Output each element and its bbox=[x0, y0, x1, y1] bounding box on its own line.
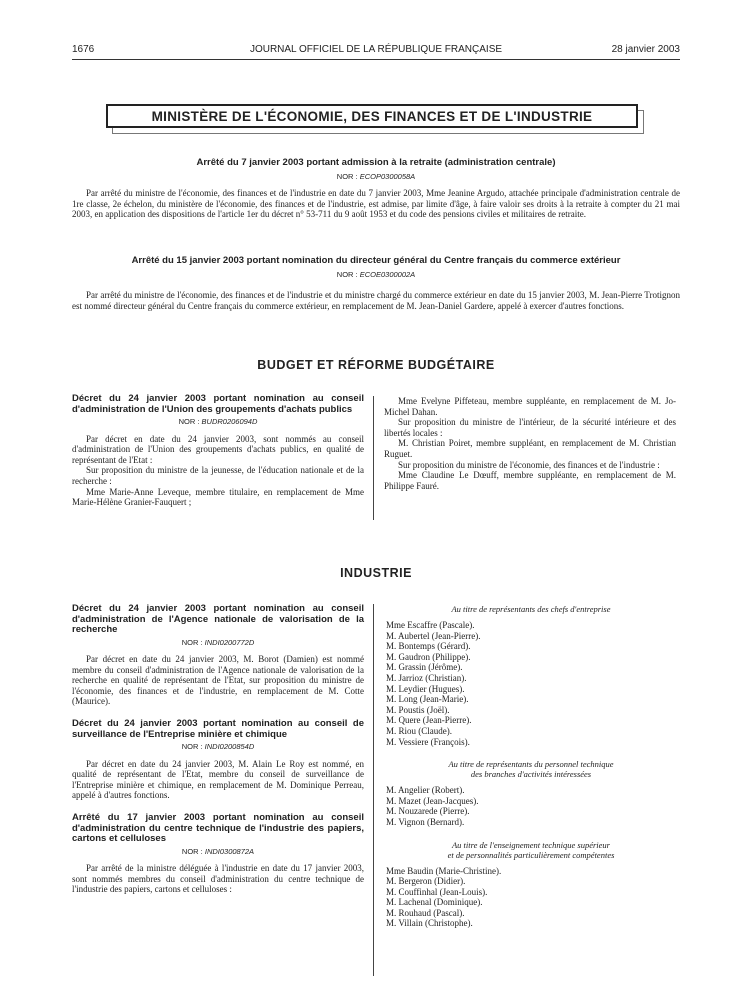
list-item: M. Leydier (Hugues). bbox=[386, 683, 465, 694]
list-item: M. Bergeron (Didier). bbox=[386, 876, 466, 887]
list-item: M. Rouhaud (Pascal). bbox=[386, 907, 465, 918]
cat1-heading: Au titre de représentants des chefs d'entreprise bbox=[451, 604, 611, 614]
budget-right-3: Sur proposition du ministre de l'économie, des finances et de l'industrie : bbox=[398, 459, 660, 470]
ind-arrete3-nor: NOR : INDI0300872A bbox=[181, 846, 255, 856]
list-item: M. Jarrioz (Christian). bbox=[386, 672, 467, 683]
arrete1-title: Arrêté du 7 janvier 2003 portant admission à la retraite (administration centrale) bbox=[196, 157, 556, 168]
list-item: M. Grassin (Jérôme). bbox=[386, 662, 463, 673]
ind-decree2-text: Par décret en date du 24 janvier 2003, M. Alain Le Roy est nommé, en qualité de représentant de l'Etat, membre du conseil de surveillance de l'Entreprise minière et chimique, en remplacement de M. Dominique Perreau, appelé à d'autres fonctions. bbox=[72, 758, 364, 801]
list-item: M. Long (Jean-Marie). bbox=[386, 694, 469, 705]
budget-right-1: Sur proposition du ministre de l'intérieur, de la sécurité intérieure et des libertés locales : bbox=[384, 417, 676, 438]
ind-decree1-title: Décret du 24 janvier 2003 portant nomination au conseil d'administration de l'Agence nationale de valorisation de la recherche bbox=[72, 603, 364, 635]
list2 bbox=[386, 785, 676, 827]
list-item: M. Vignon (Bernard). bbox=[386, 816, 465, 827]
ind-arrete3-text: Par arrêté de la ministre déléguée à l'industrie en date du 17 janvier 2003, sont nommés membres du conseil d'administration du centre technique de l'industrie des papiers, cartons et celluloses : bbox=[72, 863, 364, 895]
list-item: Mme Baudin (Marie-Christine). bbox=[386, 865, 502, 876]
list1 bbox=[386, 620, 676, 747]
list-item: M. Lachenal (Dominique). bbox=[386, 897, 483, 908]
budget-column-divider bbox=[373, 396, 374, 520]
list-item: M. Quere (Jean-Pierre). bbox=[386, 715, 472, 726]
journal-title: JOURNAL OFFICIEL DE LA RÉPUBLIQUE FRANÇAISE bbox=[249, 44, 503, 55]
budget-para-0: Par décret en date du 24 janvier 2003, sont nommés au conseil d'administration de l'Union des groupements d'achats publics, en qualité de représentant de l'Etat : bbox=[72, 433, 364, 465]
cat3-heading-line2: et de personnalités particulièrement compétentes bbox=[447, 849, 615, 860]
ind-decree2-title: Décret du 24 janvier 2003 portant nomination au conseil de surveillance de l'Entreprise minière et chimique bbox=[72, 718, 364, 740]
ind-decree1-nor: NOR : INDI0200772D bbox=[181, 637, 255, 647]
arrete2-text: Par arrêté du ministre de l'économie, des finances et de l'industrie et du ministre chargé du commerce extérieur en date du 15 janvier 2003, M. Jean-Pierre Trotignon est nommé directeur général du Centre français du commerce extérieur, en remplacement de M. Jean-Daniel Gardere, appelé à exercer d'autres fonctions. bbox=[72, 290, 680, 311]
ind-arrete3-title: Arrêté du 17 janvier 2003 portant nomination au conseil d'administration du centre technique de l'industrie des papiers, cartons et celluloses bbox=[72, 812, 364, 845]
ministry-heading: MINISTÈRE DE L'ÉCONOMIE, DES FINANCES ET DE L'INDUSTRIE bbox=[106, 104, 638, 128]
industrie-column-divider bbox=[373, 604, 374, 976]
header-rule bbox=[72, 59, 680, 60]
arrete1-text: Par arrêté du ministre de l'économie, des finances et de l'industrie en date du 7 janvier 2003, Mme Jeanine Argudo, attachée principale d'administration centrale de 1re classe, 2e échelon, du ministère de l'économie, des finances et de l'industrie, est admise, par limite d'âge, à faire valoir ses droits à la retraite à compter du 21 mai 2003, en application des dispositions de l'article 1er du décret n° 53-711 du 9 août 1953 et du code des pensions civiles et militaires de retraite. bbox=[72, 188, 680, 220]
page-number: 1676 bbox=[72, 44, 95, 55]
cat3-heading-line1: Au titre de l'enseignement technique supérieur bbox=[451, 839, 610, 850]
journal-date: 28 janvier 2003 bbox=[611, 44, 680, 55]
list-item: Mme Escaffre (Pascale). bbox=[386, 620, 475, 630]
ind-decree1-text: Par décret en date du 24 janvier 2003, M. Borot (Damien) est nommé membre du conseil d'administration de l'Agence nationale de valorisation de la recherche en qualité de représentant de l'Etat, sur proposition du ministre de l'économie, des finances et de l'industrie, en remplacement de M. Cotte (Maurice). bbox=[72, 654, 364, 707]
budget-decree-nor: NOR : BUDR0206094D bbox=[178, 417, 258, 426]
budget-right-0: Mme Evelyne Piffeteau, membre suppléante, en remplacement de M. Jo-Michel Dahan. bbox=[384, 396, 676, 417]
budget-right-4: Mme Claudine Le Dœuff, membre suppléante, en remplacement de M. Philippe Fauré. bbox=[384, 470, 676, 491]
list-item: M. Vessiere (François). bbox=[386, 736, 470, 747]
industrie-left-column bbox=[72, 604, 364, 895]
list-item: M. Poustis (Joël). bbox=[386, 704, 450, 715]
industrie-right-column bbox=[386, 604, 676, 929]
budget-right-2: M. Christian Poiret, membre suppléant, en remplacement de M. Christian Ruguet. bbox=[384, 438, 676, 459]
budget-para-1: Sur proposition du ministre de la jeunesse, de l'éducation nationale et de la recherche : bbox=[72, 465, 364, 486]
list-item: M. Angelier (Robert). bbox=[386, 785, 465, 796]
arrete1-nor-code: ECOP0300058A bbox=[359, 172, 416, 181]
arrete1-nor: NOR : ECOP0300058A bbox=[336, 172, 416, 181]
list-item: M. Aubertel (Jean-Pierre). bbox=[386, 630, 481, 641]
list-item: M. Riou (Claude). bbox=[386, 725, 452, 736]
list-item: M. Mazet (Jean-Jacques). bbox=[386, 795, 479, 806]
list-item: M. Villain (Christophe). bbox=[386, 918, 473, 929]
list-item: M. Couffinhal (Jean-Louis). bbox=[386, 886, 488, 897]
list-item: M. Nouzarede (Pierre). bbox=[386, 806, 470, 817]
arrete2-nor: NOR : ECOE0300002A bbox=[336, 270, 416, 279]
budget-decree-right bbox=[384, 396, 676, 491]
arrete2-nor-code: ECOE0300002A bbox=[359, 270, 416, 279]
budget-para-2: Mme Marie-Anne Leveque, membre titulaire, en remplacement de Mme Marie-Hélène Granier-Fauquert ; bbox=[72, 486, 364, 508]
list-item: M. Bontemps (Gérard). bbox=[386, 641, 471, 652]
list-item: M. Gaudron (Philippe). bbox=[386, 651, 471, 662]
cat2-heading-line2: des branches d'activités intéressées bbox=[470, 769, 592, 780]
budget-section-title: BUDGET ET RÉFORME BUDGÉTAIRE bbox=[257, 358, 495, 372]
budget-decree-title: Décret du 24 janvier 2003 portant nomination au conseil d'administration de l'Union des groupements d'achats publics bbox=[72, 393, 364, 415]
arrete2-title: Arrêté du 15 janvier 2003 portant nomination du directeur général du Centre français du commerce extérieur bbox=[131, 255, 621, 266]
list3 bbox=[386, 866, 676, 930]
cat2-heading-line1: Au titre de représentants du personnel technique bbox=[448, 759, 614, 770]
budget-decree-left bbox=[72, 394, 364, 508]
industrie-section-title: INDUSTRIE bbox=[340, 566, 412, 580]
ind-decree2-nor: NOR : INDI0200854D bbox=[181, 742, 255, 752]
